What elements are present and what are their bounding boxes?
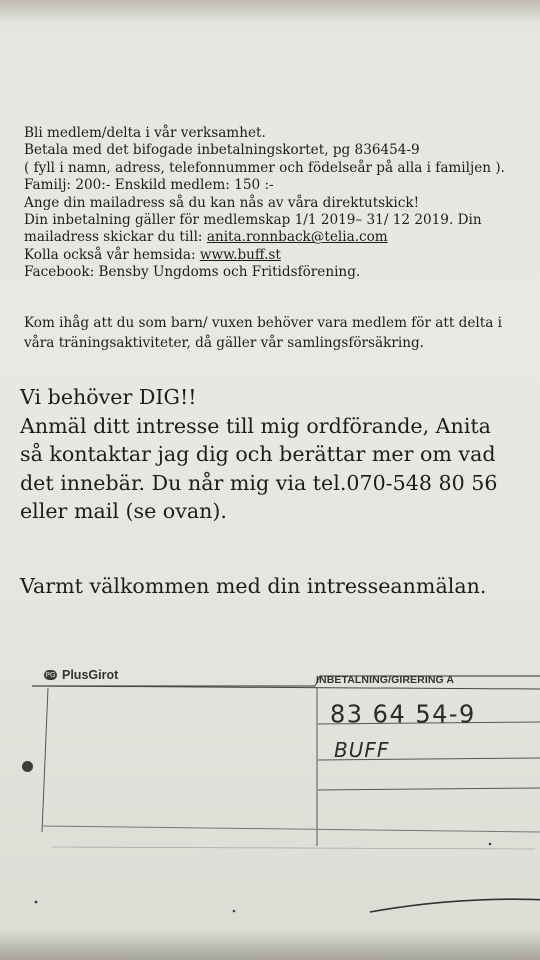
handwritten-account-number: 83 64 54-9 [330,699,476,729]
payment-line: Betala med det bifogade inbetalningskortet, pg 836454-9 [24,142,420,159]
call-to-action [20,383,497,526]
cta-line: så kontaktar jag dig och berättar mer om vad [20,442,496,467]
paper-bottom-shadow [0,930,540,960]
paper-top-shadow [0,0,540,22]
insurance-line: våra träningsaktiviteter, då gäller vår samlingsförsäkring. [24,335,424,351]
cta-line: eller mail (se ovan). [20,499,227,524]
plusgirot-name: PlusGirot [62,668,119,682]
welcome-line: Varmt välkommen med din intresseanmälan. [20,574,487,598]
website-link[interactable]: www.buff.st [199,246,281,263]
insurance-note [24,313,502,353]
slip-title: INBETALNING/GIRERING A [316,674,455,686]
cta-headline: Vi behöver DIG!! [20,385,197,409]
payment-slip [30,664,540,924]
plusgirot-mark-icon: PG [45,671,56,679]
membership-info [24,125,505,282]
validity-line: Din inbetalning gäller för medlemskap 1/1 2019– 31/ 12 2019. Din [24,212,482,229]
email-request-line: Ange din mailadress så du kan nås av våra direktutskick! [24,194,420,211]
fees-line: Familj: 200:- Enskild medlem: 150 :- [24,177,274,194]
insurance-line: Kom ihåg att du som barn/ vuxen behöver vara medlem för att delta i [24,315,502,331]
handwritten-payee: BUFF [334,738,390,762]
facebook-line: Facebook: Bensby Ungdoms och Fritidsförening. [24,264,361,281]
plusgirot-logo [44,668,118,682]
instructions-line: ( fyll i namn, adress, telefonnummer och födelseår på alla i familjen ). [24,159,505,176]
cta-line: Anmäl ditt intresse till mig ordförande, Anita [20,413,491,438]
cta-line: det innebär. Du når mig via tel.070-548 80 56 [20,470,498,495]
email-line [24,229,505,246]
email-label: mailadress skickar du till: [24,229,207,246]
heading-line: Bli medlem/delta i vår verksamhet. [24,125,266,141]
website-label: Kolla också vår hemsida: [24,246,200,263]
registration-mark-icon [22,761,33,772]
website-line [24,247,505,264]
email-link[interactable]: anita.ronnback@telia.com [206,229,388,246]
